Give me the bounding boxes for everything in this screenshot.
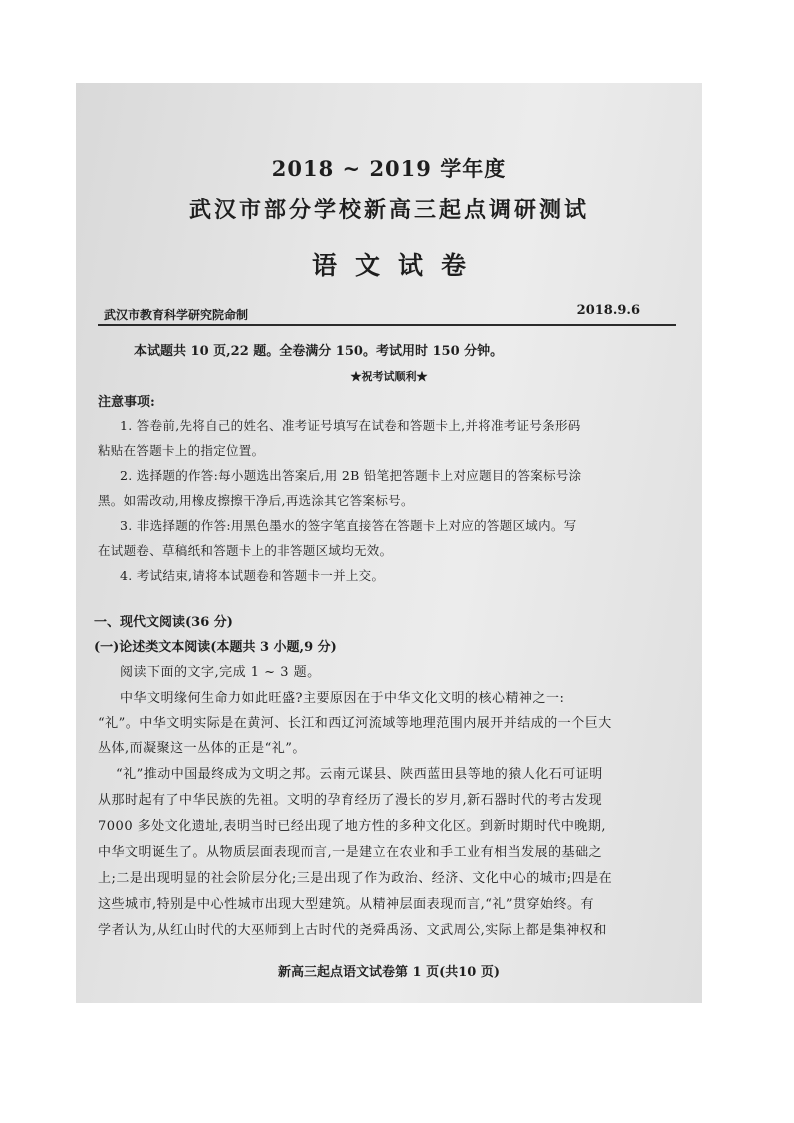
passage-line: 这些城市,特别是中心性城市出现大型建筑。从精神层面表现而言,“礼”贯穿始终。有 — [98, 897, 595, 912]
passage-line: 从那时起有了中华民族的先祖。文明的孕育经历了漫长的岁月,新石器时代的考古发现 — [98, 793, 603, 808]
notice-line: 黑。如需改动,用橡皮擦擦干净后,再选涂其它答案标号。 — [98, 493, 414, 508]
page-footer: 新高三起点语文试卷第 1 页(共10 页) — [277, 965, 501, 980]
passage-line: 学者认为,从红山时代的大巫师到上古时代的尧舜禹汤、文武周公,实际上都是集神权和 — [98, 923, 607, 938]
subject-title: 语文试卷 — [311, 251, 484, 280]
passage-line: 中华文明缘何生命力如此旺盛?主要原因在于中华文化文明的核心精神之一: — [120, 691, 565, 706]
passage-line: 中华文明诞生了。从物质层面表现而言,一是建立在农业和手工业有相当发展的基础之 — [98, 845, 603, 860]
notice-line: 4. 考试结束,请将本试题卷和答题卡一并上交。 — [120, 568, 385, 583]
passage-line: 7000 多处文化遗址,表明当时已经出现了地方性的多种文化区。到新时期时代中晚期, — [98, 819, 606, 834]
reading-instruction: 阅读下面的文字,完成 1 ~ 3 题。 — [120, 665, 321, 680]
header-divider — [98, 324, 676, 326]
notice-line: 1. 答卷前,先将自己的姓名、准考证号填写在试卷和答题卡上,并将准考证号条形码 — [120, 418, 581, 433]
school-year: 2018 ~ 2019 学年度 — [271, 156, 507, 181]
exam-date: 2018.9.6 — [576, 303, 640, 318]
passage-line: “礼”推动中国最终成为文明之邦。云南元谋县、陕西蓝田县等地的猿人化石可证明 — [116, 767, 603, 782]
exam-paper-sheet — [76, 83, 702, 1003]
notice-heading: 注意事项: — [98, 395, 155, 410]
subsection-heading: (一)论述类文本阅读(本题共 3 小题,9 分) — [94, 640, 337, 655]
notice-line: 粘贴在答题卡上的指定位置。 — [98, 443, 265, 458]
issuer: 武汉市教育科学研究院命制 — [104, 308, 249, 322]
exam-title: 武汉市部分学校新高三起点调研测试 — [188, 197, 589, 223]
notice-line: 3. 非选择题的作答:用黑色墨水的签字笔直接答在答题卡上对应的答题区域内。写 — [120, 518, 577, 533]
notice-line: 在试题卷、草稿纸和答题卡上的非答题区域均无效。 — [98, 543, 393, 558]
passage-line: 丛体,而凝聚这一丛体的正是“礼”。 — [98, 741, 306, 756]
passage-line: 上;二是出现明显的社会阶层分化;三是出现了作为政治、经济、文化中心的城市;四是在 — [98, 871, 613, 886]
passage-line: “礼”。中华文明实际是在黄河、长江和西辽河流域等地理范围内展开并结成的一个巨大 — [98, 716, 612, 731]
good-luck-banner: ★祝考试顺利★ — [350, 370, 428, 383]
exam-intro: 本试题共 10 页,22 题。全卷满分 150。考试用时 150 分钟。 — [134, 344, 504, 359]
notice-line: 2. 选择题的作答:每小题选出答案后,用 2B 铅笔把答题卡上对应题目的答案标号涂 — [120, 468, 582, 483]
section-heading: 一、现代文阅读(36 分) — [94, 615, 233, 630]
